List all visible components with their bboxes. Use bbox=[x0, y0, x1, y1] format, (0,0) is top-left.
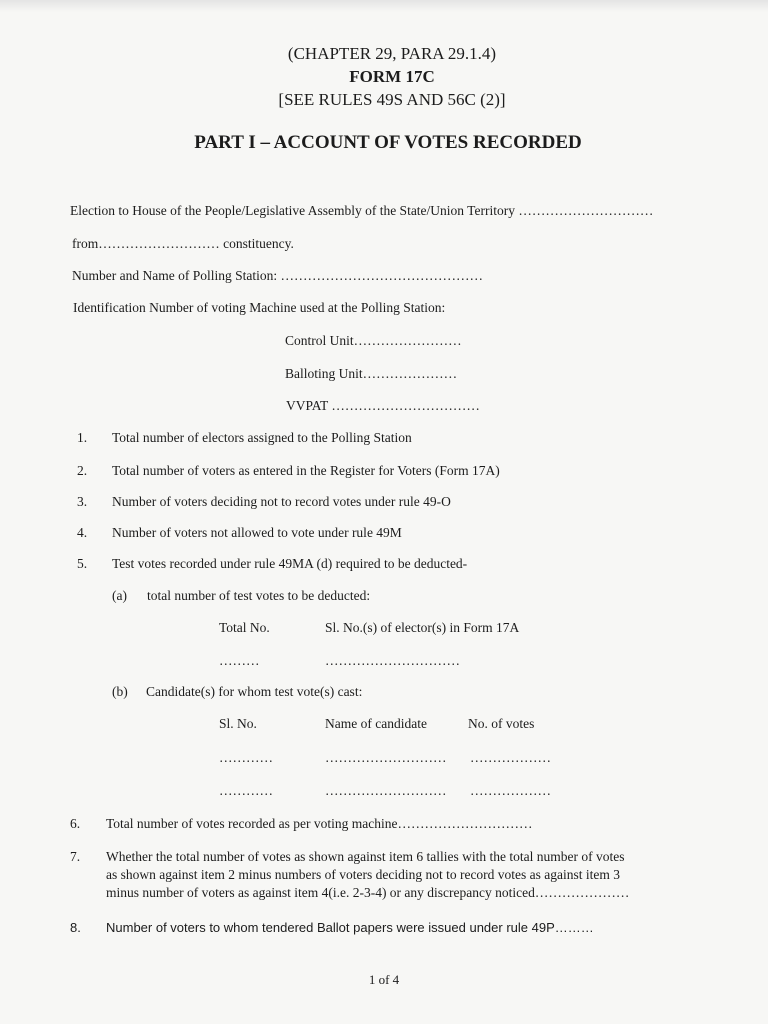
identification-line: Identification Number of voting Machine used at the Polling Station: bbox=[73, 300, 446, 315]
item-number: 6. bbox=[70, 816, 81, 831]
election-line: Election to House of the People/Legislative Assembly of the State/Union Territory ………………………… bbox=[70, 203, 654, 218]
candidate-name-blank: ……………………… bbox=[325, 783, 447, 798]
item-number: 8. bbox=[70, 920, 81, 935]
subitem-label-a: (a) bbox=[112, 588, 127, 603]
item-number: 2. bbox=[77, 463, 88, 478]
part-heading: PART I – ACCOUNT OF VOTES RECORDED bbox=[194, 132, 582, 153]
item-number: 1. bbox=[77, 430, 88, 445]
item-text: Number of voters not allowed to vote under rule 49M bbox=[112, 525, 402, 540]
item-text-line: as shown against item 2 minus numbers of voters deciding not to record votes as against item 3 bbox=[106, 867, 621, 882]
item-text: Total number of votes recorded as per voting machine………………………… bbox=[106, 816, 533, 831]
vvpat-line: VVPAT …………………………… bbox=[286, 398, 480, 413]
balloting-unit-line: Balloting Unit………………… bbox=[285, 366, 458, 381]
test-votes-total-blank: ……… bbox=[219, 653, 260, 668]
item-text: Number of voters deciding not to record votes under rule 49-O bbox=[112, 494, 451, 509]
item-text: Total number of electors assigned to the Polling Station bbox=[112, 430, 412, 445]
chapter-reference: (CHAPTER 29, PARA 29.1.4) bbox=[287, 44, 497, 63]
candidate-serial-blank: ………… bbox=[219, 750, 273, 765]
control-unit-line: Control Unit…………………… bbox=[285, 333, 462, 348]
test-votes-serial-header: Sl. No.(s) of elector(s) in Form 17A bbox=[325, 620, 520, 635]
rules-reference: [SEE RULES 49S AND 56C (2)] bbox=[278, 90, 506, 109]
candidate-votes-blank: ……………… bbox=[470, 783, 551, 798]
test-votes-serial-blank: ………………………… bbox=[325, 653, 460, 668]
page-number: 1 of 4 bbox=[368, 972, 400, 987]
item-number: 7. bbox=[70, 849, 81, 864]
candidate-name-header: Name of candidate bbox=[325, 716, 427, 731]
candidate-serial-header: Sl. No. bbox=[219, 716, 257, 731]
polling-station-line: Number and Name of Polling Station: ……………………………………… bbox=[72, 268, 483, 283]
form-title: FORM 17C bbox=[349, 67, 435, 86]
subitem-text-b: Candidate(s) for whom test vote(s) cast: bbox=[146, 684, 363, 699]
item-number: 4. bbox=[77, 525, 88, 540]
candidate-serial-blank: ………… bbox=[219, 783, 273, 798]
subitem-text-a: total number of test votes to be deducted: bbox=[147, 588, 371, 603]
item-text: Number of voters to whom tendered Ballot papers were issued under rule 49P……… bbox=[106, 920, 594, 935]
constituency-line: from……………………… constituency. bbox=[72, 236, 294, 251]
item-text: Total number of voters as entered in the Register for Voters (Form 17A) bbox=[112, 463, 500, 478]
item-number: 3. bbox=[77, 494, 88, 509]
candidate-votes-blank: ……………… bbox=[470, 750, 551, 765]
item-text-line: minus number of voters as against item 4(i.e. 2-3-4) or any discrepancy noticed………………… bbox=[106, 885, 630, 900]
item-number: 5. bbox=[77, 556, 88, 571]
scan-edge bbox=[0, 0, 768, 12]
subitem-label-b: (b) bbox=[112, 684, 128, 699]
test-votes-total-header: Total No. bbox=[219, 620, 270, 635]
item-text-line: Whether the total number of votes as shown against item 6 tallies with the total number of votes bbox=[106, 849, 625, 864]
candidate-votes-header: No. of votes bbox=[468, 716, 535, 731]
item-text: Test votes recorded under rule 49MA (d) required to be deducted- bbox=[112, 556, 468, 571]
candidate-name-blank: ……………………… bbox=[325, 750, 447, 765]
